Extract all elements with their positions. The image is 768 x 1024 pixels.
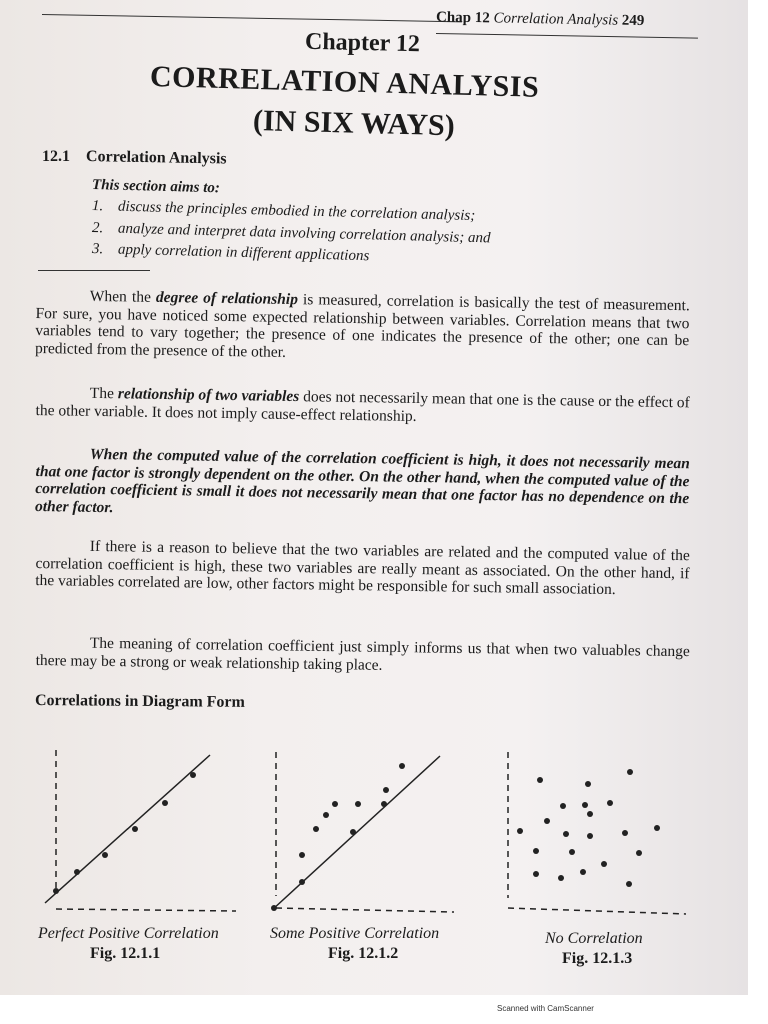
figure-label: Fig. 12.1.2 — [328, 945, 399, 962]
diagram-heading: Correlations in Diagram Form — [34, 692, 245, 711]
data-point — [636, 850, 642, 856]
aim-number: 2. — [91, 220, 104, 237]
emphasis-text: degree of relationship — [155, 288, 299, 309]
trend-line — [45, 755, 210, 903]
text-run: The — [89, 384, 119, 403]
figure-label: Fig. 12.1.3 — [562, 950, 633, 967]
trend-line — [272, 756, 440, 910]
data-point — [350, 829, 356, 835]
x-axis — [508, 908, 686, 914]
data-point — [544, 818, 550, 824]
data-point — [601, 861, 607, 867]
data-point — [533, 848, 539, 854]
data-point — [517, 828, 523, 834]
data-point — [323, 812, 329, 818]
emphasis-text: relationship of two variables — [117, 385, 300, 406]
paragraph-3 — [35, 445, 690, 525]
data-point — [313, 826, 319, 832]
data-point — [162, 800, 168, 806]
figure-caption: Some Positive Correlation — [270, 925, 440, 942]
paragraph-1 — [35, 287, 690, 367]
paragraph-4 — [35, 537, 690, 600]
data-point — [53, 888, 59, 894]
data-point — [355, 801, 361, 807]
data-point — [569, 849, 575, 855]
data-point — [626, 881, 632, 887]
aim-text: discuss the principles embodied in the correlation analysis; — [117, 198, 476, 225]
chapter-label: Chapter 12 — [304, 28, 421, 58]
data-point — [383, 787, 389, 793]
data-point — [399, 763, 405, 769]
data-point — [587, 811, 593, 817]
section-number: 12.1 — [42, 148, 70, 165]
figure-caption: No Correlation — [545, 930, 643, 947]
data-point — [332, 801, 338, 807]
aim-text: apply correlation in different applications — [117, 241, 370, 265]
text-run: The meaning of correlation coefficient just simply informs us that when two valuables change there may be a strong or weak relationship taking place. — [35, 634, 690, 674]
data-point — [533, 871, 539, 877]
some-positive-correlation-diagram — [262, 748, 462, 918]
data-point — [607, 800, 613, 806]
text-run: When the — [89, 287, 157, 306]
aim-text: analyze and interpret data involving correlation analysis; and — [117, 220, 491, 247]
aims-heading: This section aims to: — [91, 177, 221, 197]
figure-label: Fig. 12.1.1 — [90, 945, 161, 962]
x-axis — [56, 909, 236, 911]
aim-number: 1. — [91, 198, 104, 215]
text-run: does not necessarily mean that one is the cause or the effect of the other variable. It does not imply cause-effect relationship. — [35, 388, 690, 425]
data-point — [299, 879, 305, 885]
aim-item — [92, 241, 370, 265]
data-point — [560, 803, 566, 809]
header-rule — [42, 14, 462, 22]
data-point — [190, 772, 196, 778]
data-point — [563, 831, 569, 837]
header-chapter: Chap 12 — [435, 9, 490, 27]
data-point — [580, 869, 586, 875]
page-number: 249 — [621, 12, 645, 30]
data-point — [654, 825, 660, 831]
scanner-watermark: Scanned with CamScanner — [497, 1004, 594, 1013]
paragraph-5 — [36, 634, 690, 678]
text-run: is measured, correlation is basically the test of measurement. For sure, you have noticed some expected relationship between variables. Correlation means that two variables tend to vary together; the presence of one indicates the presence of the other; one can be predicted from the presence of the other. — [34, 291, 690, 361]
paragraph-2 — [35, 384, 689, 429]
data-point — [381, 801, 387, 807]
running-header — [436, 9, 736, 31]
chapter-title-line1: CORRELATION ANALYSIS — [149, 60, 540, 104]
data-point — [558, 875, 564, 881]
section-title: Correlation Analysis — [85, 148, 227, 168]
section-rule — [38, 270, 150, 271]
text-run: When the computed value of the correlation coefficient is high, it does not necessarily mean that one factor is strongly dependent on the other. On the other hand, when the computed value of the correlation coefficient is small it does not necessarily mean that one factor has no dependence on the other factor. — [34, 445, 690, 516]
aim-number: 3. — [91, 241, 104, 258]
data-point — [299, 852, 305, 858]
data-point — [102, 852, 108, 858]
figure-caption: Perfect Positive Correlation — [38, 925, 219, 942]
header-underline — [436, 33, 698, 39]
data-point — [271, 905, 277, 911]
data-point — [74, 869, 80, 875]
data-point — [582, 802, 588, 808]
data-point — [627, 769, 633, 775]
no-correlation-diagram — [500, 748, 690, 920]
x-axis — [276, 908, 454, 912]
text-run: If there is a reason to believe that the two variables are related and the computed value of the correlation coefficient is high, these two variables are really meant as associated. On the other hand, if the variables correlated are low, other factors might be responsible for such small association. — [35, 537, 690, 599]
header-chapter-name: Correlation Analysis — [493, 10, 619, 29]
data-point — [585, 781, 591, 787]
chapter-title-line2: (IN SIX WAYS) — [252, 104, 456, 143]
data-point — [587, 833, 593, 839]
perfect-positive-correlation-diagram — [40, 745, 240, 920]
data-point — [622, 830, 628, 836]
data-point — [537, 777, 543, 783]
data-point — [132, 826, 138, 832]
